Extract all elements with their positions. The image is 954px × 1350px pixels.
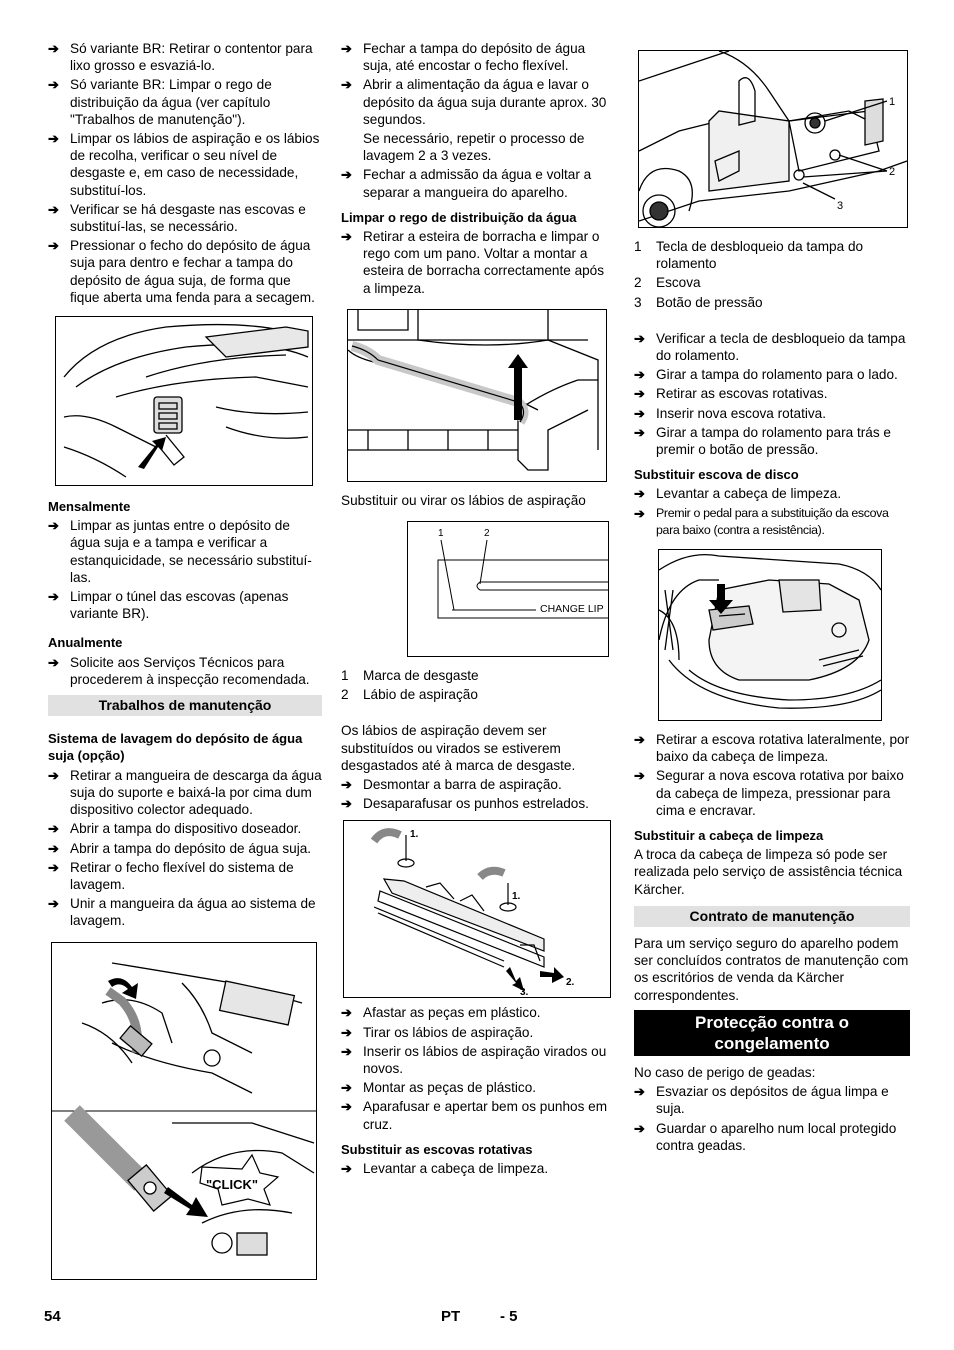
section-bar-maintenance: Trabalhos de manutenção xyxy=(48,695,322,716)
bullet: ➔ Abrir a alimentação da água e lavar o depósito da água suja durante aprox. 30 segundos. xyxy=(341,76,615,128)
heading-roller-brushes: Substituir as escovas rotativas xyxy=(341,1141,533,1157)
bullet: ➔ Abrir a tampa do depósito de água suja. xyxy=(48,840,322,857)
heading-cleaning-head: Substituir a cabeça de limpeza xyxy=(634,828,824,844)
bullet: ➔ Retirar o fecho flexível do sistema de lavagem. xyxy=(48,859,322,893)
lip-text: Os lábios de aspiração devem ser substituídos ou virados se estiverem desgastados até à marca de desgaste. xyxy=(341,723,576,773)
heading-yearly: Anualmente xyxy=(48,635,123,651)
bullet: ➔ Guardar o aparelho num local protegido contra geadas. xyxy=(634,1120,910,1154)
legend-item: 3 Botão de pressão xyxy=(634,294,763,310)
bullet: ➔ Limpar os lábios de aspiração e os lábios de recolha, verificar o seu nível de desgaste e, em caso de necessidade, substituí-los. xyxy=(48,130,322,199)
section-number: - 5 xyxy=(500,1308,518,1325)
change-lip-label: CHANGE LIP xyxy=(540,603,604,616)
column-1 xyxy=(48,40,322,1280)
fig-num-2: 2 xyxy=(889,166,896,178)
figure-change-lip xyxy=(407,521,609,657)
figure-disc-brush xyxy=(658,549,882,721)
bullet: ➔ Girar a tampa do rolamento para o lado. xyxy=(634,366,910,383)
bullet: ➔ Premir o pedal para a substituição da escova para baixo (contra a resistência). xyxy=(634,505,910,539)
bullet: ➔ Retirar as escovas rotativas. xyxy=(634,385,910,402)
fig-num-3: 3 xyxy=(837,200,844,212)
section-bar-contract: Contrato de manutenção xyxy=(634,906,910,927)
bullet: ➔ Abrir a tampa do dispositivo doseador. xyxy=(48,820,322,837)
contract-text: Para um serviço seguro do aparelho podem ser concluídos contratos de manutenção com os escritórios de venda da Kärcher correspondentes. xyxy=(634,936,909,1003)
bullet: ➔ Pressionar o fecho do depósito de água suja para dentro e fechar a tampa do depósito de água suja, de forma que fique aberta uma fenda para a secagem. xyxy=(48,237,322,306)
bullet: ➔ Tirar os lábios de aspiração. xyxy=(341,1024,615,1041)
heading-wash-system: Sistema de lavagem do depósito de água suja (opção) xyxy=(48,731,303,764)
bullet: ➔ Verificar a tecla de desbloqueio da tampa do rolamento. xyxy=(634,330,910,364)
bullet: ➔ Fechar a admissão da água e voltar a separar a mangueira do aparelho. xyxy=(341,166,615,200)
click-label: "CLICK" xyxy=(206,1176,259,1192)
bullet: ➔ Montar as peças de plástico. xyxy=(341,1079,615,1096)
fig-num-1: 1 xyxy=(889,96,896,108)
figure-roller-cover xyxy=(638,50,908,228)
legend-item: 2 Escova xyxy=(634,275,701,291)
section-heading-frost: Protecção contra o congelamento xyxy=(634,1010,910,1056)
head-text: A troca da cabeça de limpeza só pode ser realizada pelo serviço de assistência técnica Kärcher. xyxy=(634,847,903,897)
bullet: ➔ Limpar o túnel das escovas (apenas variante BR). xyxy=(48,588,322,622)
legend-item: 1 Marca de desgaste xyxy=(341,668,479,684)
bullet: ➔ Verificar se há desgaste nas escovas e substituí-las, se necessário. xyxy=(48,201,322,235)
heading-water-channel: Limpar o rego de distribuição da água xyxy=(341,209,577,225)
bullet: ➔ Esvaziar os depósitos de água limpa e suja. xyxy=(634,1083,910,1117)
bullet: ➔ Limpar as juntas entre o depósito de água suja e a tampa e verificar a estanquicidade, se necessário substituí-las. xyxy=(48,517,322,586)
bullet: ➔ Fechar a tampa do depósito de água suja, até encostar o fecho flexível. xyxy=(341,40,615,74)
heading-disc-brush: Substituir escova de disco xyxy=(634,467,799,483)
bullet: ➔ Desmontar a barra de aspiração. xyxy=(341,776,615,793)
legend-item: 1 Tecla de desbloqueio da tampa do rolamento xyxy=(634,239,864,272)
frost-intro: No caso de perigo de geadas: xyxy=(634,1064,816,1080)
figure-hose-connection xyxy=(51,942,317,1280)
bullet: ➔ Inserir os lábios de aspiração virados ou novos. xyxy=(341,1043,615,1077)
figure-tank-lid-latch xyxy=(55,316,313,486)
bullet: ➔ Solicite aos Serviços Técnicos para procederem à inspecção recomendada. xyxy=(48,654,322,688)
figure-suction-bar xyxy=(343,820,611,998)
bullet: ➔ Afastar as peças em plástico. xyxy=(341,1004,615,1021)
bullet: ➔ Levantar a cabeça de limpeza. xyxy=(634,485,910,502)
page-number: 54 xyxy=(44,1308,61,1325)
bullet: ➔ Retirar a mangueira de descarga da água suja do suporte e baixá-la por cima dum dispositivo colector adequado. xyxy=(48,767,322,819)
bullet: ➔ Segurar a nova escova rotativa por baixo da cabeça de limpeza, pressionar para cima e encravar. xyxy=(634,767,910,819)
bullet: ➔ Só variante BR: Retirar o contentor para lixo grosso e esvaziá-lo. xyxy=(48,40,322,74)
step-3: 3. xyxy=(520,987,529,998)
bullet: ➔ Só variante BR: Limpar o rego de distribuição da água (ver capítulo "Trabalhos de manutenção"). xyxy=(48,76,322,128)
bullet: ➔ Retirar a escova rotativa lateralmente, por baixo da cabeça de limpeza. xyxy=(634,731,910,765)
bullet: ➔ Levantar a cabeça de limpeza. xyxy=(341,1160,615,1177)
legend-item: 2 Lábio de aspiração xyxy=(341,687,478,703)
bullet: ➔ Inserir nova escova rotativa. xyxy=(634,405,910,422)
heading-monthly: Mensalmente xyxy=(48,499,131,515)
step-1b: 1. xyxy=(512,891,521,903)
column-3 xyxy=(634,40,910,1156)
bullet: ➔ Unir a mangueira da água ao sistema de lavagem. xyxy=(48,895,322,929)
fig-num-2: 2 xyxy=(484,528,490,540)
language-code: PT xyxy=(441,1308,461,1325)
bullet: ➔ Aparafusar e apertar bem os punhos em cruz. xyxy=(341,1098,615,1132)
repeat-note: Se necessário, repetir o processo de lavagem 2 a 3 vezes. xyxy=(363,131,585,164)
bullet: ➔ Retirar a esteira de borracha e limpar o rego com um pano. Voltar a montar a esteira de borracha correctamente após a limpeza. xyxy=(341,228,615,297)
caption-lips: Substituir ou virar os lábios de aspiração xyxy=(341,492,586,508)
fig-num-1: 1 xyxy=(438,528,444,540)
column-2 xyxy=(341,40,615,1179)
step-1a: 1. xyxy=(410,829,419,841)
figure-water-channel xyxy=(347,309,607,482)
bullet: ➔ Girar a tampa do rolamento para trás e premir o botão de pressão. xyxy=(634,424,910,458)
bullet: ➔ Desaparafusar os punhos estrelados. xyxy=(341,795,615,812)
step-2: 2. xyxy=(566,977,575,989)
